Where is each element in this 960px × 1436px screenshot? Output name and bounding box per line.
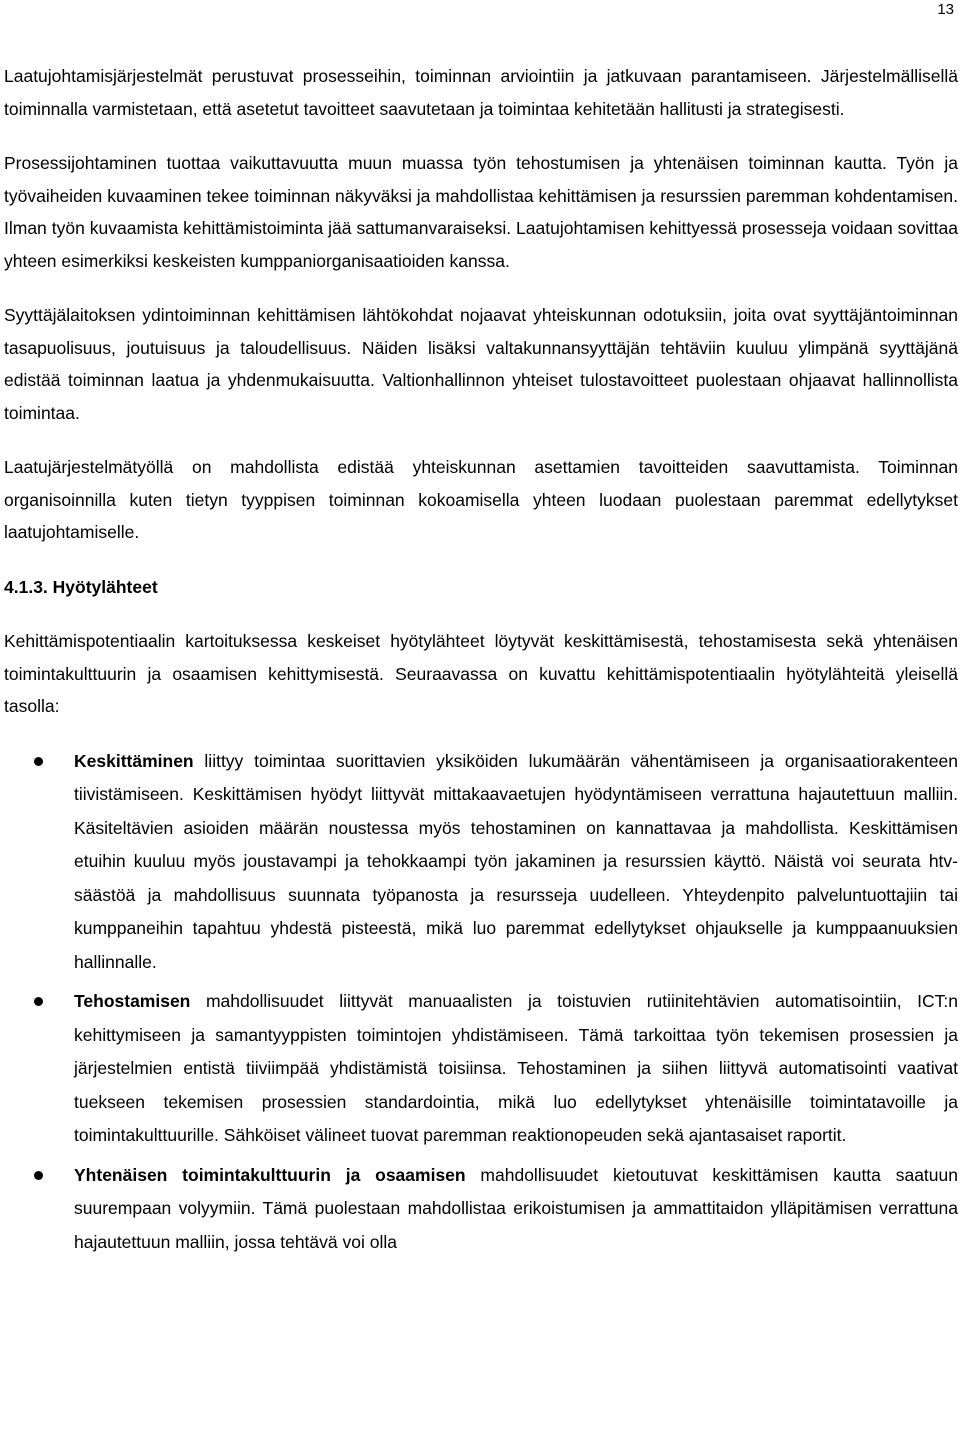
section-heading: 4.1.3. Hyötylähteet bbox=[4, 576, 158, 597]
bullet-term: Yhtenäisen toimintakulttuurin ja osaamisen bbox=[74, 1164, 466, 1185]
paragraph-quality-system: Laatujärjestelmätyöllä on mahdollista edistää yhteiskunnan asettamien tavoitteiden saavuttamista. Toiminnan organisoinnilla kuten tietyn tyyppisen toiminnan kokoamisella yhteen luodaan puolestaan paremmat edellytykset laatujohtamiselle. bbox=[4, 457, 958, 542]
paragraph-quality-management: Laatujohtamisjärjestelmät perustuvat prosesseihin, toiminnan arviointiin ja jatkuvaan parantamiseen. Järjestelmällisellä toiminnalla varmistetaan, että asetetut tavoitteet saavutetaan ja toimintaa kehitetään hallitusti ja strategisesti. bbox=[4, 66, 958, 119]
list-item bbox=[4, 985, 958, 1153]
bullet-text: mahdollisuudet kietoutuvat keskittämisen kautta saatuun suurempaan volyymiin. Tämä puolestaan mahdollistaa erikoistumisen ja ammattitaidon ylläpitämisen verrattuna hajautettuun malliin, jossa tehtävä voi olla bbox=[74, 1164, 958, 1252]
paragraph-benefit-intro: Kehittämispotentiaalin kartoituksessa keskeiset hyötylähteet löytyvät keskittämisestä, tehostamisesta sekä yhtenäisen toimintakulttuurin ja osaamisen kehittymisestä. Seuraavassa on kuvattu kehittämispotentiaalin hyötylähteitä yleisellä tasolla: bbox=[4, 631, 958, 716]
bullet-icon bbox=[34, 757, 43, 766]
bullet-icon bbox=[34, 1171, 43, 1180]
bullet-icon bbox=[34, 997, 43, 1006]
page-number: 13 bbox=[937, 1, 954, 18]
list-item bbox=[4, 745, 958, 980]
paragraph-process-management: Prosessijohtaminen tuottaa vaikuttavuutta muun muassa työn tehostumisen ja yhtenäisen toiminnan kautta. Työn ja työvaiheiden kuvaaminen tekee toiminnan näkyväksi ja mahdollistaa kehittämisen ja resurssien paremman kohdentamisen. Ilman työn kuvaamista kehittämistoiminta jää sattumanvaraiseksi. Laatujohtamisen kehittyessä prosesseja voidaan sovittaa yhteen esimerkiksi keskeisten kumppaniorganisaatioiden kanssa. bbox=[4, 153, 958, 271]
bullet-term: Tehostamisen bbox=[74, 991, 191, 1011]
paragraph-core-operations: Syyttäjälaitoksen ydintoiminnan kehittämisen lähtökohdat nojaavat yhteiskunnan odotuksiin, joita ovat syyttäjäntoiminnan tasapuolisuus, joutuisuus ja taloudellisuus. Näiden lisäksi valtakunnansyyttäjän tehtäviin kuuluu ylimpänä syyttäjänä edistää toiminnan laatua ja yhdenmukaisuutta. Valtionhallinnon yhteiset tulostavoitteet puolestaan ohjaavat hallinnollista toimintaa. bbox=[4, 305, 958, 423]
document-body bbox=[4, 60, 958, 1265]
list-item bbox=[4, 1159, 958, 1260]
bullet-term: Keskittäminen bbox=[74, 750, 194, 771]
benefit-list bbox=[4, 745, 958, 1260]
bullet-text: mahdollisuudet liittyvät manuaalisten ja toistuvien rutiinitehtävien automatisointiin, ICT:n kehittymiseen ja samantyyppisten toimintojen yhdistämiseen. Tämä tarkoittaa työn tekemisen prosessien ja järjestelmien entistä tiiviimpää yhdistämistä toisiinsa. Tehostaminen ja siihen liittyvä automatisointi vaativat tuekseen tekemisen prosessien standardointia, mikä luo edellytykset yhtenäisille toimintatavoille ja toimintakulttuurille. Sähköiset välineet tuovat paremman reaktionopeuden sekä ajantasaiset raportit. bbox=[74, 991, 958, 1145]
bullet-text: liittyy toimintaa suorittavien yksiköiden lukumäärän vähentämiseen ja organisaatiorakenteen tiivistämiseen. Keskittämisen hyödyt liittyvät mittakaavaetujen hyödyntämiseen verrattuna hajautettuun malliin. Käsiteltävien asioiden määrän noustessa myös tehostaminen on kannattavaa ja mahdollista. Keskittämisen etuihin kuuluu myös joustavampi ja tehokkaampi työn jakaminen ja resurssien käyttö. Näistä voi seurata htv-säästöä ja mahdollisuus suunnata työpanosta ja resursseja uudelleen. Yhteydenpito palveluntuottajiin tai kumppaneihin tapahtuu yhdestä pisteestä, mikä luo paremmat edellytykset ohjaukselle ja kumppaanuuksien hallinnalle. bbox=[74, 750, 958, 972]
